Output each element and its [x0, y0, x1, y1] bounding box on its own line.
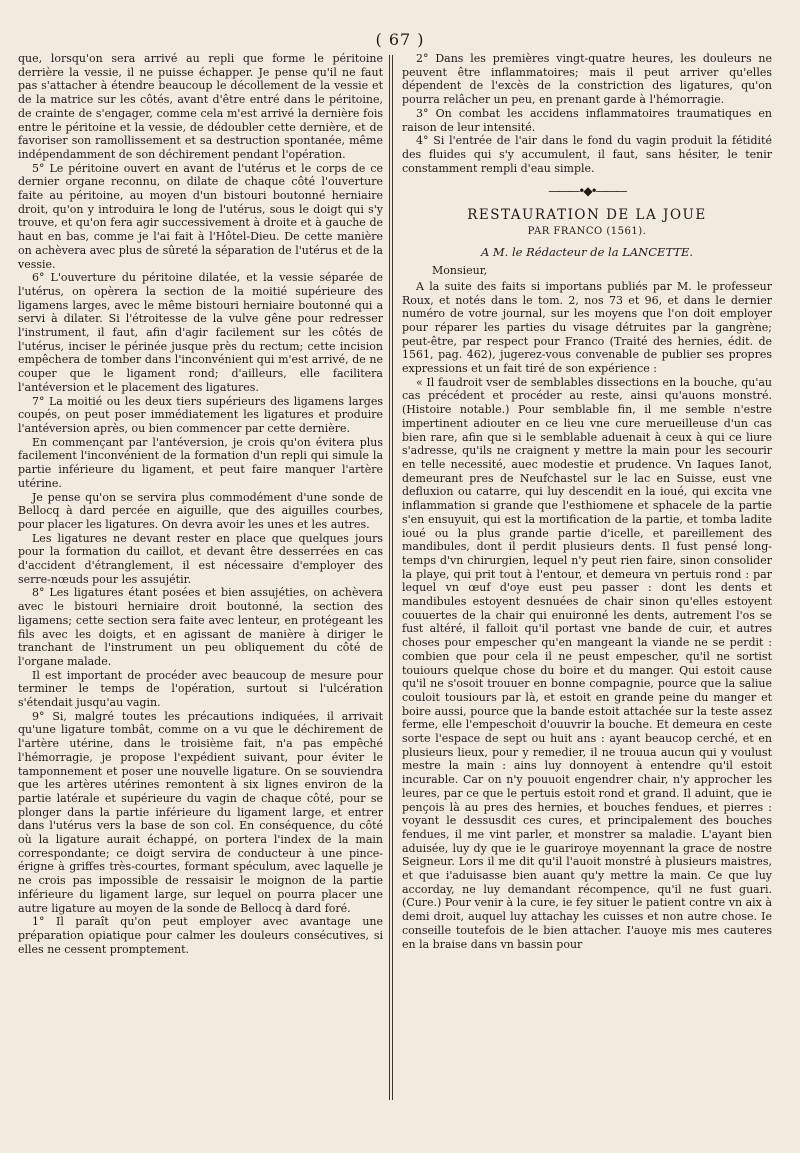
paragraph: Il est important de procéder avec beaucoup de mesure pour terminer le temps de l'opération, surtout si l'ulcération s'étendait jusqu'au vagin.: [18, 668, 383, 710]
article-title: RESTAURATION DE LA JOUE: [467, 207, 707, 224]
section-separator: ———•◆•———: [548, 184, 626, 199]
paragraph: 1° Il paraît qu'on peut employer avec avantage une préparation opiatique pour calmer les douleurs consécutives, si elles ne cessent promptement.: [18, 915, 383, 956]
paragraph: Les ligatures ne devant rester en place que quelques jours pour la formation du caillot, et devant être desserrées en cas d'accident d'étranglement, il est nécessaire d'employer des serre-nœuds pour les assujétir.: [18, 531, 383, 586]
right-column: [402, 52, 772, 951]
paragraph: 2° Dans les premières vingt-quatre heures, les douleurs ne peuvent être inflammatoires; mais il peut arriver qu'elles dépendent de l'excès de la constriction des ligatures, qu'on pourra relâcher un peu, en prenant garde à l'hémorragie.: [402, 52, 772, 107]
paragraph: 9° Si, malgré toutes les précautions indiquées, il arrivait qu'une ligature tombât, comme on a vu que le déchirement de l'artère utérine, dans le troisième fait, n'a pas empêché l'hémorragie, je propose l'expédient suivant, pour éviter le tamponnement et poser une nouvelle ligature. On se souviendra que les artères utérines remontent à six lignes environ de la partie latérale et supérieure du vagin de chaque côté, pour se plonger dans la partie inférieure du ligament large, et entrer dans l'utérus vers la base de son col. En conséquence, du côté où la ligature aurait échappé, on portera l'index de la main correspondante; ce doigt servira de conducteur à une pince-érigne à griffes très-courtes, formant spéculum, avec laquelle je ne crois pas impossible de ressaisir le moignon de la partie inférieure du ligament large, sur lequel on pourra placer une autre ligature au moyen de la sonde de Bellocq à dard foré.: [18, 709, 383, 915]
paragraph: 8° Les ligatures étant posées et bien assujéties, on achèvera avec le bistouri herniaire droit boutonné, la section des ligamens; cette section sera faite avec lenteur, en protégeant les fils avec les doigts, et en agissant de manière à diriger le tranchant de l'instrument un peu obliquement du côté de l'organe malade.: [18, 586, 383, 668]
column-divider: [389, 55, 390, 1100]
paragraph: 5° Le péritoine ouvert en avant de l'utérus et le corps de ce dernier organe reconnu, on dilate de chaque côté l'ouverture faite au péritoine, au moyen d'un bistouri boutonné herniaire droit, qu'on y introduira le long de l'utérus, sous le doigt qui s'y trouve, et qu'on fera agir successivement à droite et à gauche de haut en bas, comme je l'ai fait à l'Hôtel-Dieu. De cette manière on achèvera avec plus de sûreté la séparation de l'utérus et de la vessie.: [18, 161, 383, 271]
left-column: [18, 52, 383, 956]
paragraph: Je pense qu'on se servira plus commodément d'une sonde de Bellocq à dard percée en aiguille, que des aiguilles courbes, pour placer les ligatures. On devra avoir les unes et les autres.: [18, 490, 383, 531]
paragraph: que, lorsqu'on sera arrivé au repli que forme le péritoine derrière la vessie, il ne puisse échapper. Je pense qu'il ne faut pas s'attacher à étendre beaucoup le décollement de la vessie et de la matrice sur les côtés, avant d'être entré dans le péritoine, de crainte de s'engager, comme cela m'est arrivé la dernière fois entre le péritoine et la vessie, de dédoubler cette dernière, et de favoriser son ramollissement et sa destruction spontanée, même indépendamment de son déchirement pendant l'opération.: [18, 52, 383, 161]
page-number: ( 67 ): [375, 30, 425, 49]
paragraph: En commençant par l'antéversion, je crois qu'on évitera plus facilement l'inconvénient de la formation d'un repli qui simule la partie inférieure du ligament, et peut faire manquer l'artère utérine.: [18, 435, 383, 490]
salutation: Monsieur,: [432, 264, 488, 278]
letter-address: A M. le Rédacteur de la LANCETTE.: [480, 245, 694, 260]
column-divider: [392, 55, 393, 1100]
paragraph: A la suite des faits si importans publiés par M. le professeur Roux, et notés dans le tom. 2, nos 73 et 96, et dans le dernier numéro de votre journal, sur les moyens que l'on doit employer pour réparer les parties du visage détruites par la gangrène; peut-être, par respect pour Franco (Traité des hernies, édit. de 1561, pag. 462), jugerez-vous convenable de publier ses propres expressions et un fait tiré de son expérience :: [402, 279, 772, 376]
article-byline: PAR FRANCO (1561).: [527, 225, 647, 237]
paragraph: 6° L'ouverture du péritoine dilatée, et la vessie séparée de l'utérus, on opèrera la section de la moitié supérieure des ligamens larges, avec le même bistouri herniaire boutonné qui a servi à dilater. Si l'étroitesse de la vulve gêne pour redresser l'instrument, il faut, afin d'agir facilement sur les côtés de l'utérus, inciser le périnée jusque près du rectum; cette incision empêchera de tomber dans l'inconvénient qui m'est arrivé, de ne couper que le ligament rond; d'ailleurs, elle facilitera l'antéversion et le placement des ligatures.: [18, 271, 383, 394]
paragraph: 4° Si l'entrée de l'air dans le fond du vagin produit la fétidité des fluides qui s'y accumulent, il faut, sans hésiter, le tenir constamment rempli d'eau simple.: [402, 134, 772, 175]
paragraph: 7° La moitié ou les deux tiers supérieurs des ligamens larges coupés, on peut poser immédiatement les ligatures et produire l'antéversion après, ou bien commencer par cette dernière.: [18, 394, 383, 435]
paragraph: « Il faudroit vser de semblables dissections en la bouche, qu'au cas précédent et procéder au reste, ainsi qu'auons monstré. (Histoire notable.) Pour semblable fin, il me semble n'estre impertinent adiouter en ce lieu vne cure merueilleuse d'un cas bien rare, afin que si le semblable aduenait à ceux à qui ce liure s'adresse, qu'ils ne craignent y mettre la main pour les secourir en telle necessité, auec modestie et prudence. Vn Iaques Ianot, demeurant pres de Neufchastel sur le lac en Suisse, eust vne defluxion ou catarre, qui luy descendit en la ioué, qui excita vne inflammation si grande que l'esthiomene et sphacele de la partie s'en ensuyuit, qui est la mortification de la partie, et tomba ladite ioué ou la plus grande partie d'icelle, et pareillement des mandibules, dont il perdit plusieurs dents. Il fust pensé long-temps d'vn chirurgien, lequel n'y peut rien faire, sinon consolider la playe, qui prit tout à l'entour, et demeura vn pertuis rond : par lequel vn œuf d'oye eust peu passer : dont les dents et mandibules estoyent desnuées de chair sinon qu'elles estoyent couuertes de la chair qui enuironné les dents, autrement l'os se fust altéré, il falloit qu'il portast vne bande de cuir, et autres choses pour empescher qu'en mangeant la viande ne se perdit : combien que pour cela il ne peust empescher, qu'il ne sortist touiours quelque chose du boire et du manger. Qui estoit cause qu'il ne s'osoit trouuer en bonne compagnie, pource que la saliue couloit tousiours par là, et estoit en grande peine du manger et boire aussi, pource que la bande estoit attachée sur la teste assez ferme, elle l'empeschoit d'ouuvrir la bouche. Et demeura en ceste sorte l'espace de sept ou huit ans : ayant beaucop cerché, et en plusieurs lieux, pour y remedier, il ne trouua aucun qui y voulust mestre la main : ains luy donnoyent à entendre qu'il estoit incurable. Car on n'y pouuoit engendrer chair, n'y approcher les leures, par ce que le pertuis estoit rond et grand. Il aduint, que ie pençois là au pres des hernies, et bouches fendues, et pierres : voyant le dessusdit ces cures, et principalement des bouches fendues, il me vint parler, et monstrer sa maladie. L'ayant bien aduisée, luy dy que ie le guariroye moyennant la grace de nostre Seigneur. Lors il me dit qu'il l'auoit monstré à plusieurs maistres, et que i'aduisasse bien auant qu'y mettre la main. Ce que luy accorday, ne luy demandant récompence, qu'il ne fust guari. (Cure.) Pour venir à la cure, ie fey situer le patient contre vn aix à demi droit, auquel luy attachay les cuisses et non autre chose. Ie conseille toutefois de le bien attacher. I'auoye mis mes cauteres en la braise dans vn bassin pour: [402, 375, 772, 951]
paragraph: 3° On combat les accidens inflammatoires traumatiques en raison de leur intensité.: [402, 106, 772, 134]
